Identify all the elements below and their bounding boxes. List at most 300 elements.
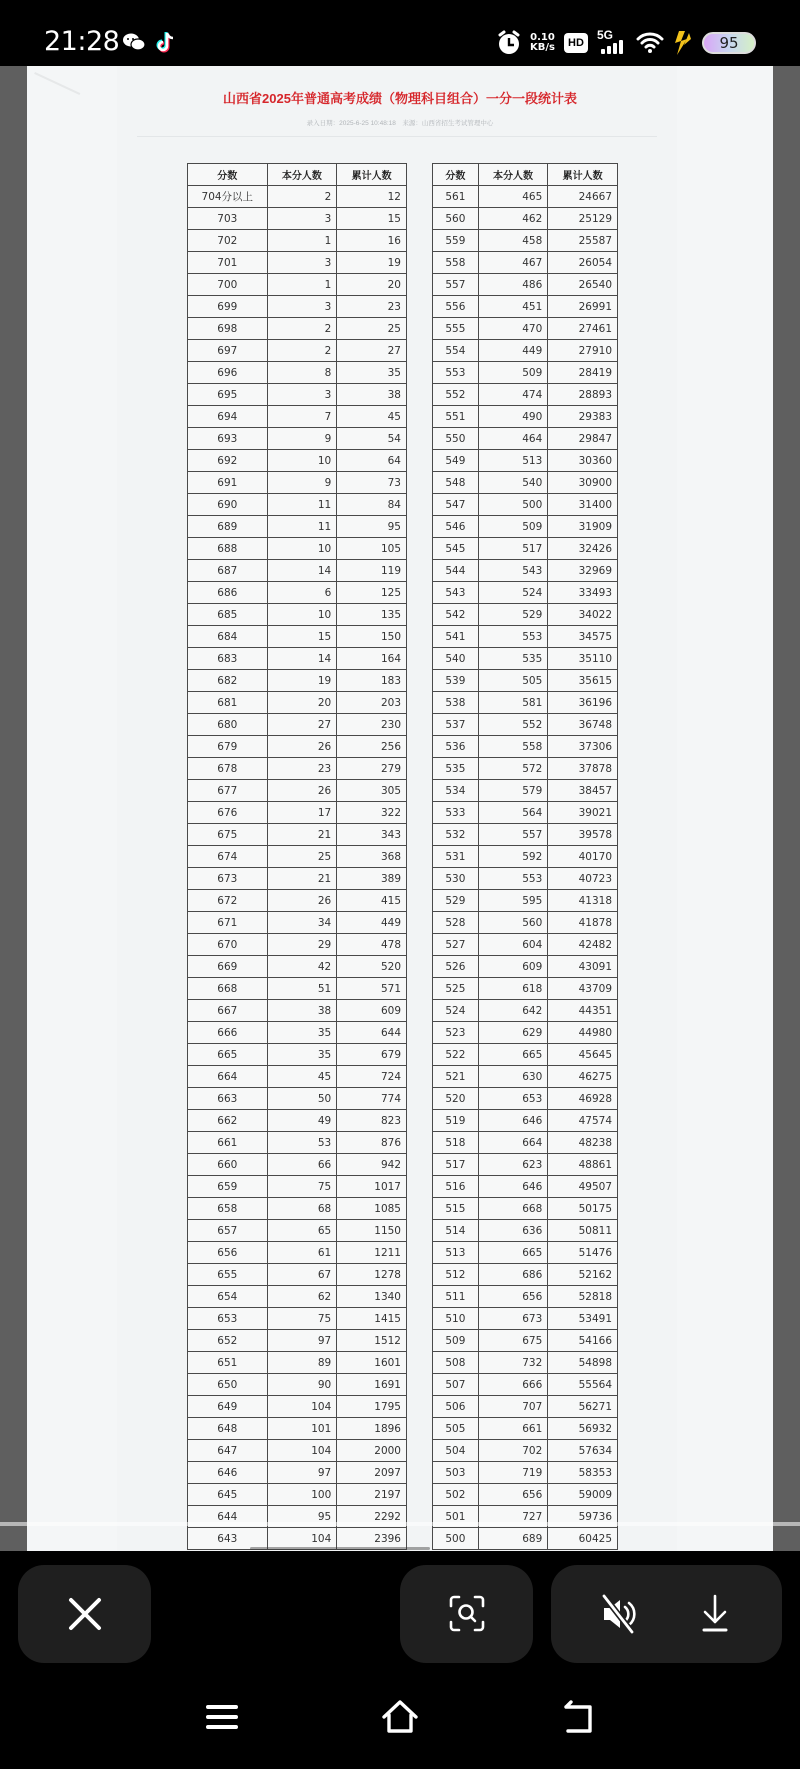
image-viewer[interactable]: [0, 66, 800, 1551]
table-row: [433, 670, 618, 692]
count-cell: 3: [267, 208, 337, 230]
score-cell: 504: [433, 1440, 479, 1462]
table-row: [433, 1000, 618, 1022]
count-cell: 3: [267, 296, 337, 318]
score-cell: 652: [188, 1330, 268, 1352]
cumulative-cell: 37878: [548, 758, 618, 780]
score-cell: 531: [433, 846, 479, 868]
table-row: [433, 758, 618, 780]
score-cell: 692: [188, 450, 268, 472]
table-row: [188, 626, 407, 648]
cumulative-cell: 942: [337, 1154, 407, 1176]
cumulative-cell: 48238: [548, 1132, 618, 1154]
score-cell: 520: [433, 1088, 479, 1110]
count-cell: 11: [267, 494, 337, 516]
cumulative-cell: 415: [337, 890, 407, 912]
cumulative-cell: 119: [337, 560, 407, 582]
count-cell: 66: [267, 1154, 337, 1176]
cumulative-cell: 19: [337, 252, 407, 274]
cumulative-cell: 12: [337, 186, 407, 208]
cumulative-cell: 2097: [337, 1462, 407, 1484]
count-cell: 95: [267, 1506, 337, 1528]
table-row: [188, 802, 407, 824]
column-header-score: 分数: [188, 164, 268, 186]
count-cell: 665: [478, 1242, 548, 1264]
cumulative-cell: 478: [337, 934, 407, 956]
score-cell: 644: [188, 1506, 268, 1528]
score-cell: 679: [188, 736, 268, 758]
cumulative-cell: 39578: [548, 824, 618, 846]
count-cell: 517: [478, 538, 548, 560]
speed-unit: KB/s: [530, 42, 555, 53]
cumulative-cell: 58353: [548, 1462, 618, 1484]
cumulative-cell: 41878: [548, 912, 618, 934]
table-row: [433, 956, 618, 978]
count-cell: 467: [478, 252, 548, 274]
count-cell: 553: [478, 868, 548, 890]
table-row: [188, 1000, 407, 1022]
divider: [137, 136, 657, 137]
cumulative-cell: 20: [337, 274, 407, 296]
cumulative-cell: 50811: [548, 1220, 618, 1242]
table-row: [188, 494, 407, 516]
table-row: [188, 1374, 407, 1396]
count-cell: 535: [478, 648, 548, 670]
table-row: [188, 912, 407, 934]
cumulative-cell: 26540: [548, 274, 618, 296]
cumulative-cell: 60425: [548, 1528, 618, 1550]
count-cell: 19: [267, 670, 337, 692]
cumulative-cell: 31400: [548, 494, 618, 516]
count-cell: 104: [267, 1396, 337, 1418]
document-title: 山西省2025年普通高考成绩（物理科目组合）一分一段统计表: [223, 91, 577, 106]
cumulative-cell: 44351: [548, 1000, 618, 1022]
table-row: [433, 736, 618, 758]
cumulative-cell: 449: [337, 912, 407, 934]
score-cell: 659: [188, 1176, 268, 1198]
table-row: [188, 956, 407, 978]
cumulative-cell: 29847: [548, 428, 618, 450]
table-row: [433, 384, 618, 406]
score-cell: 511: [433, 1286, 479, 1308]
table-row: [433, 274, 618, 296]
count-cell: 104: [267, 1528, 337, 1550]
count-cell: 9: [267, 428, 337, 450]
score-cell: 556: [433, 296, 479, 318]
table-row: [433, 406, 618, 428]
score-cell: 653: [188, 1308, 268, 1330]
cumulative-cell: 1211: [337, 1242, 407, 1264]
table-row: [188, 714, 407, 736]
score-cell: 660: [188, 1154, 268, 1176]
cumulative-cell: 368: [337, 846, 407, 868]
score-cell: 680: [188, 714, 268, 736]
score-cell: 506: [433, 1396, 479, 1418]
count-cell: 21: [267, 824, 337, 846]
count-cell: 7: [267, 406, 337, 428]
cumulative-cell: 32969: [548, 560, 618, 582]
cumulative-cell: 51476: [548, 1242, 618, 1264]
table-row: [433, 934, 618, 956]
score-cell: 541: [433, 626, 479, 648]
count-cell: 20: [267, 692, 337, 714]
table-row: [188, 538, 407, 560]
score-cell: 552: [433, 384, 479, 406]
count-cell: 623: [478, 1154, 548, 1176]
score-cell: 519: [433, 1110, 479, 1132]
document-meta: 录入日期：2025-6-25 10:48:18 来源：山西省招生考试管理中心: [306, 120, 494, 127]
cumulative-cell: 35: [337, 362, 407, 384]
cumulative-cell: 256: [337, 736, 407, 758]
table-row: [433, 890, 618, 912]
table-row: [188, 736, 407, 758]
count-cell: 529: [478, 604, 548, 626]
score-cell: 691: [188, 472, 268, 494]
count-cell: 34: [267, 912, 337, 934]
table-row: [433, 912, 618, 934]
speed-value: 0.10: [530, 32, 555, 43]
cumulative-cell: 1278: [337, 1264, 407, 1286]
count-cell: 3: [267, 252, 337, 274]
table-row: [188, 692, 407, 714]
table-row: [188, 274, 407, 296]
table-row: [188, 296, 407, 318]
cumulative-cell: 39021: [548, 802, 618, 824]
score-cell: 702: [188, 230, 268, 252]
cumulative-cell: 59009: [548, 1484, 618, 1506]
cumulative-cell: 2396: [337, 1528, 407, 1550]
hd-voice-icon: HD: [564, 33, 588, 53]
cumulative-cell: 25: [337, 318, 407, 340]
table-row: [433, 604, 618, 626]
count-cell: 668: [478, 1198, 548, 1220]
score-cell: 700: [188, 274, 268, 296]
cumulative-cell: 135: [337, 604, 407, 626]
count-cell: 61: [267, 1242, 337, 1264]
table-row: [433, 450, 618, 472]
count-cell: 564: [478, 802, 548, 824]
count-cell: 490: [478, 406, 548, 428]
count-cell: 509: [478, 362, 548, 384]
back-icon[interactable]: [558, 1697, 598, 1737]
column-header-count: 本分人数: [267, 164, 337, 186]
count-cell: 14: [267, 560, 337, 582]
score-cell: 669: [188, 956, 268, 978]
cumulative-cell: 46928: [548, 1088, 618, 1110]
cumulative-cell: 1795: [337, 1396, 407, 1418]
count-cell: 2: [267, 186, 337, 208]
cumulative-cell: 44980: [548, 1022, 618, 1044]
table-row: [188, 1220, 407, 1242]
score-cell: 685: [188, 604, 268, 626]
cumulative-cell: 389: [337, 868, 407, 890]
score-cell: 514: [433, 1220, 479, 1242]
table-row: [188, 1418, 407, 1440]
cumulative-cell: 53491: [548, 1308, 618, 1330]
table-row: [433, 1374, 618, 1396]
table-row: [433, 846, 618, 868]
table-row: [433, 252, 618, 274]
table-row: [188, 1088, 407, 1110]
cumulative-cell: 30900: [548, 472, 618, 494]
wechat-icon: [122, 32, 146, 52]
table-row: [433, 1396, 618, 1418]
table-row: [188, 780, 407, 802]
table-row: [188, 1132, 407, 1154]
cumulative-cell: 16: [337, 230, 407, 252]
count-cell: 2: [267, 318, 337, 340]
system-navigation-bar: [0, 1671, 800, 1769]
count-cell: 646: [478, 1110, 548, 1132]
score-cell: 704分以上: [188, 186, 268, 208]
table-row: [433, 868, 618, 890]
cumulative-cell: 49507: [548, 1176, 618, 1198]
cumulative-cell: 230: [337, 714, 407, 736]
table-row: [188, 1264, 407, 1286]
cumulative-cell: 37306: [548, 736, 618, 758]
cumulative-cell: 54: [337, 428, 407, 450]
score-cell: 558: [433, 252, 479, 274]
score-cell: 551: [433, 406, 479, 428]
network-speed: [530, 33, 555, 53]
table-row: [188, 1022, 407, 1044]
count-cell: 702: [478, 1440, 548, 1462]
column-header-score: 分数: [433, 164, 479, 186]
count-cell: 15: [267, 626, 337, 648]
table-row: [433, 1066, 618, 1088]
table-row: [188, 670, 407, 692]
table-row: [188, 1110, 407, 1132]
cumulative-cell: 343: [337, 824, 407, 846]
count-cell: 90: [267, 1374, 337, 1396]
cumulative-cell: 305: [337, 780, 407, 802]
table-row: [188, 582, 407, 604]
cumulative-cell: 609: [337, 1000, 407, 1022]
score-cell: 690: [188, 494, 268, 516]
cumulative-cell: 26991: [548, 296, 618, 318]
score-cell: 689: [188, 516, 268, 538]
cumulative-cell: 64: [337, 450, 407, 472]
count-cell: 630: [478, 1066, 548, 1088]
table-row: [433, 1110, 618, 1132]
count-cell: 653: [478, 1088, 548, 1110]
score-cell: 534: [433, 780, 479, 802]
score-cell: 500: [433, 1528, 479, 1550]
score-cell: 510: [433, 1308, 479, 1330]
document-page: [27, 66, 773, 1551]
count-cell: 664: [478, 1132, 548, 1154]
table-row: [188, 1198, 407, 1220]
count-cell: 1: [267, 230, 337, 252]
cumulative-cell: 876: [337, 1132, 407, 1154]
cumulative-cell: 105: [337, 538, 407, 560]
count-cell: 53: [267, 1132, 337, 1154]
count-cell: 553: [478, 626, 548, 648]
count-cell: 10: [267, 538, 337, 560]
count-cell: 51: [267, 978, 337, 1000]
score-cell: 501: [433, 1506, 479, 1528]
count-cell: 689: [478, 1528, 548, 1550]
score-cell: 664: [188, 1066, 268, 1088]
table-row: [188, 1462, 407, 1484]
visual-search-icon: [445, 1592, 489, 1636]
count-cell: 604: [478, 934, 548, 956]
table-row: [433, 1308, 618, 1330]
cumulative-cell: 1415: [337, 1308, 407, 1330]
score-cell: 555: [433, 318, 479, 340]
cumulative-cell: 1896: [337, 1418, 407, 1440]
score-cell: 557: [433, 274, 479, 296]
table-row: [433, 230, 618, 252]
table-row: [433, 802, 618, 824]
score-cell: 649: [188, 1396, 268, 1418]
table-row: [433, 472, 618, 494]
cumulative-cell: 48861: [548, 1154, 618, 1176]
count-cell: 636: [478, 1220, 548, 1242]
score-cell: 696: [188, 362, 268, 384]
count-cell: 474: [478, 384, 548, 406]
lightning-icon: [673, 31, 693, 55]
count-cell: 646: [478, 1176, 548, 1198]
count-cell: 464: [478, 428, 548, 450]
score-cell: 699: [188, 296, 268, 318]
count-cell: 486: [478, 274, 548, 296]
count-cell: 707: [478, 1396, 548, 1418]
cumulative-cell: 164: [337, 648, 407, 670]
cumulative-cell: 25129: [548, 208, 618, 230]
battery-indicator: 95: [702, 32, 756, 54]
score-cell: 701: [188, 252, 268, 274]
cumulative-cell: 55564: [548, 1374, 618, 1396]
score-cell: 546: [433, 516, 479, 538]
score-cell: 507: [433, 1374, 479, 1396]
cumulative-cell: 644: [337, 1022, 407, 1044]
cumulative-cell: 26054: [548, 252, 618, 274]
table-row: [433, 1154, 618, 1176]
table-row: [433, 538, 618, 560]
cumulative-cell: 40723: [548, 868, 618, 890]
count-cell: 6: [267, 582, 337, 604]
close-button[interactable]: [18, 1565, 151, 1663]
count-cell: 543: [478, 560, 548, 582]
table-row: [433, 318, 618, 340]
cumulative-cell: 54166: [548, 1330, 618, 1352]
table-row: [433, 692, 618, 714]
score-cell: 553: [433, 362, 479, 384]
table-row: [188, 1308, 407, 1330]
table-row: [188, 230, 407, 252]
home-icon[interactable]: [380, 1697, 420, 1737]
table-row: [433, 186, 618, 208]
table-row: [188, 318, 407, 340]
cumulative-cell: 774: [337, 1088, 407, 1110]
score-cell: 657: [188, 1220, 268, 1242]
score-cell: 515: [433, 1198, 479, 1220]
table-row: [433, 824, 618, 846]
download-icon[interactable]: [693, 1592, 737, 1636]
table-row: [188, 1066, 407, 1088]
count-cell: 629: [478, 1022, 548, 1044]
score-cell: 651: [188, 1352, 268, 1374]
count-cell: 449: [478, 340, 548, 362]
cumulative-cell: 35615: [548, 670, 618, 692]
count-cell: 8: [267, 362, 337, 384]
cumulative-cell: 150: [337, 626, 407, 648]
count-cell: 558: [478, 736, 548, 758]
score-cell: 528: [433, 912, 479, 934]
cumulative-cell: 52162: [548, 1264, 618, 1286]
score-cell: 536: [433, 736, 479, 758]
cumulative-cell: 1085: [337, 1198, 407, 1220]
column-header-cumulative: 累计人数: [548, 164, 618, 186]
count-cell: 35: [267, 1022, 337, 1044]
cumulative-cell: 322: [337, 802, 407, 824]
count-cell: 9: [267, 472, 337, 494]
count-cell: 465: [478, 186, 548, 208]
count-cell: 719: [478, 1462, 548, 1484]
cumulative-cell: 57634: [548, 1440, 618, 1462]
count-cell: 462: [478, 208, 548, 230]
scrollbar-thumb[interactable]: [250, 1547, 430, 1550]
score-cell: 530: [433, 868, 479, 890]
count-cell: 62: [267, 1286, 337, 1308]
cumulative-cell: 56932: [548, 1418, 618, 1440]
count-cell: 1: [267, 274, 337, 296]
cumulative-cell: 1017: [337, 1176, 407, 1198]
status-time: 21:28: [44, 26, 120, 57]
recent-apps-icon[interactable]: [202, 1697, 242, 1737]
table-row: [433, 1352, 618, 1374]
score-cell: 544: [433, 560, 479, 582]
score-cell: 663: [188, 1088, 268, 1110]
count-cell: 50: [267, 1088, 337, 1110]
cumulative-cell: 45: [337, 406, 407, 428]
count-cell: 27: [267, 714, 337, 736]
cumulative-cell: 56271: [548, 1396, 618, 1418]
score-cell: 683: [188, 648, 268, 670]
cumulative-cell: 23: [337, 296, 407, 318]
cumulative-cell: 520: [337, 956, 407, 978]
count-cell: 675: [478, 1330, 548, 1352]
count-cell: 2: [267, 340, 337, 362]
score-cell: 687: [188, 560, 268, 582]
score-table-right: [432, 163, 618, 1550]
speaker-muted-icon[interactable]: [596, 1592, 640, 1636]
score-cell: 670: [188, 934, 268, 956]
table-row: [188, 384, 407, 406]
score-cell: 512: [433, 1264, 479, 1286]
visual-search-button[interactable]: [400, 1565, 533, 1663]
table-row: [433, 560, 618, 582]
count-cell: 104: [267, 1440, 337, 1462]
count-cell: 500: [478, 494, 548, 516]
score-cell: 676: [188, 802, 268, 824]
table-row: [433, 1418, 618, 1440]
score-cell: 694: [188, 406, 268, 428]
count-cell: 661: [478, 1418, 548, 1440]
count-cell: 10: [267, 450, 337, 472]
table-row: [433, 1330, 618, 1352]
count-cell: 17: [267, 802, 337, 824]
score-cell: 529: [433, 890, 479, 912]
cumulative-cell: 1340: [337, 1286, 407, 1308]
score-cell: 684: [188, 626, 268, 648]
count-cell: 49: [267, 1110, 337, 1132]
table-row: [433, 494, 618, 516]
score-cell: 682: [188, 670, 268, 692]
score-table-left: [187, 163, 407, 1550]
count-cell: 557: [478, 824, 548, 846]
